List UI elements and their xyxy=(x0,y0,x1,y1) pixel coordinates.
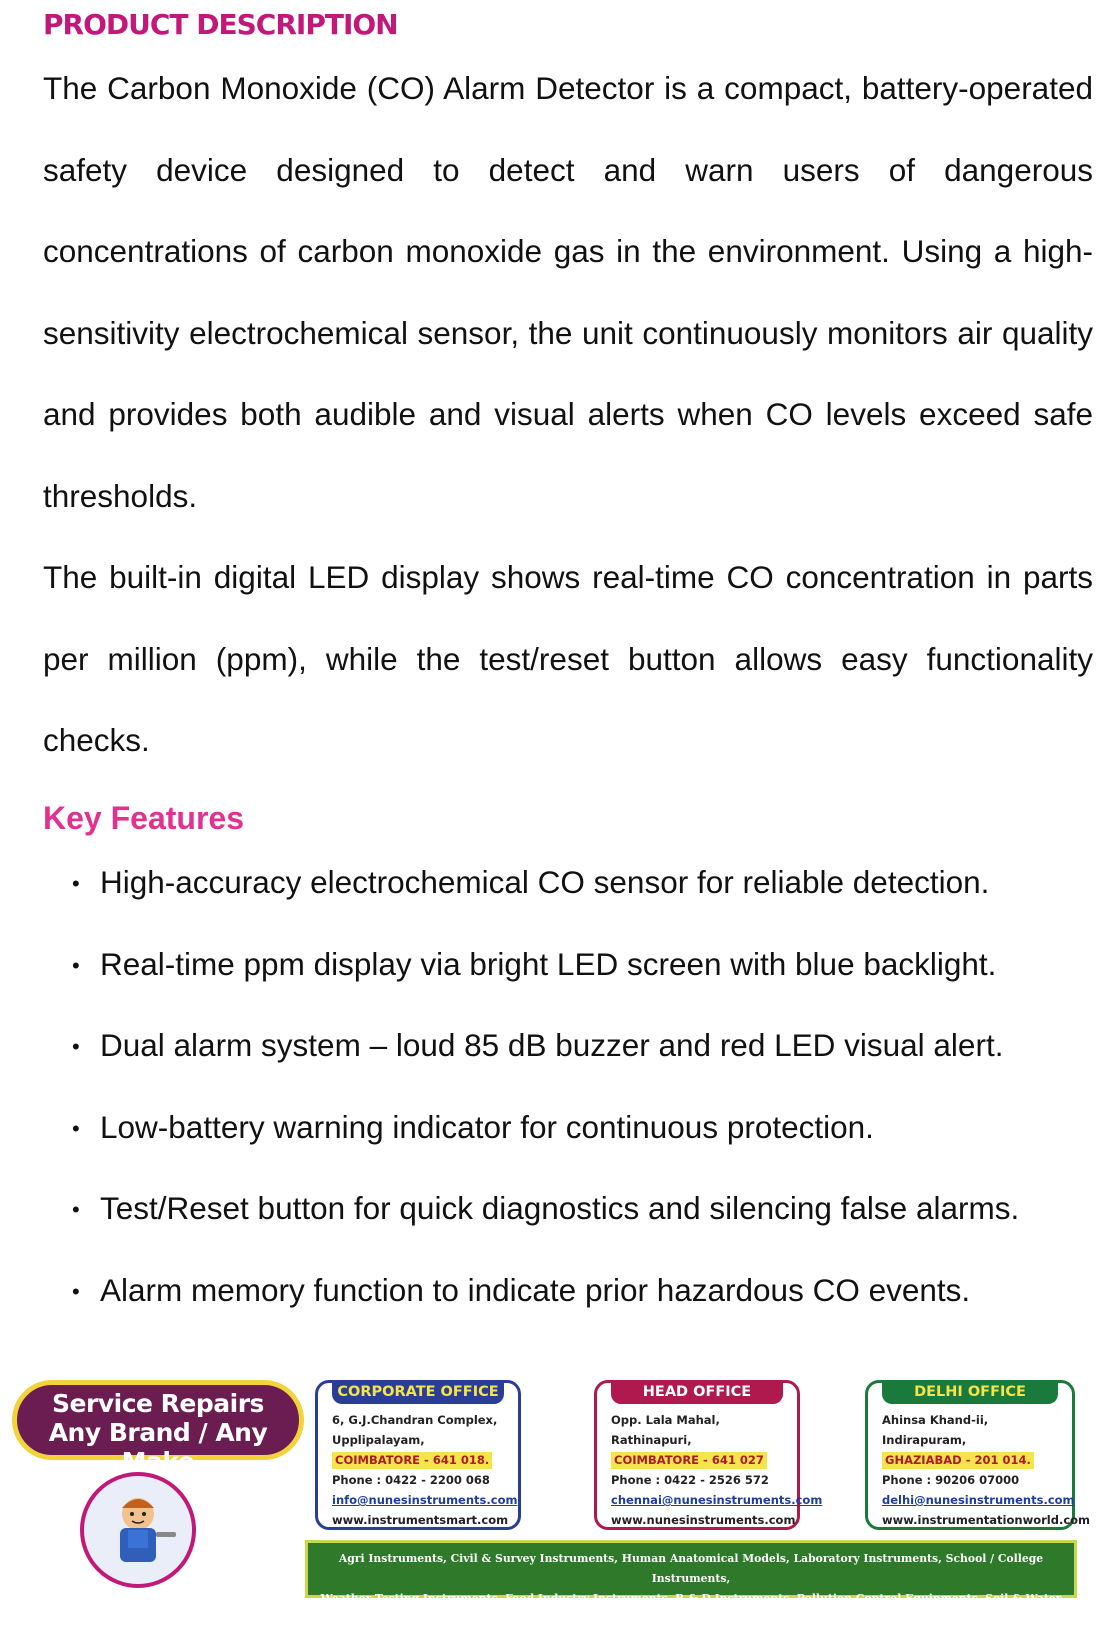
mechanic-mascot-icon xyxy=(80,1472,196,1588)
office-email-link[interactable]: chennai@nunesinstruments.com xyxy=(611,1493,823,1507)
feature-item xyxy=(72,1188,1019,1270)
office-address: 6, G.J.Chandran Complex, xyxy=(332,1413,498,1427)
key-features-title: Key Features xyxy=(43,800,244,836)
service-line-2: Any Brand / Any Make xyxy=(48,1418,268,1476)
bullet-icon: • xyxy=(72,1278,80,1304)
corporate-office-card xyxy=(315,1380,521,1530)
feature-text: High-accuracy electrochemical CO sensor for reliable detection. xyxy=(100,864,990,900)
bullet-icon: • xyxy=(72,871,80,896)
section-title: PRODUCT DESCRIPTION xyxy=(43,8,398,41)
service-repairs-banner xyxy=(12,1380,304,1476)
bullet-icon: • xyxy=(72,1115,80,1141)
office-phone: Phone : 0422 - 2526 572 xyxy=(611,1473,769,1487)
office-title: DELHI OFFICE xyxy=(882,1380,1058,1404)
service-line-1: Service Repairs xyxy=(52,1389,264,1418)
feature-text: Test/Reset button for quick diagnostics and silencing false alarms. xyxy=(100,1190,1020,1226)
feature-item xyxy=(72,1025,1019,1107)
product-categories-bar xyxy=(305,1540,1077,1625)
office-title: CORPORATE OFFICE xyxy=(332,1380,504,1404)
bullet-icon: • xyxy=(72,952,80,978)
feature-list xyxy=(72,862,1019,1351)
office-phone: Phone : 90206 07000 xyxy=(882,1473,1020,1487)
office-website-link[interactable]: www.instrumentationworld.com xyxy=(882,1513,1091,1527)
office-phone: Phone : 0422 - 2200 068 xyxy=(332,1473,490,1487)
office-city: COIMBATORE - 641 018. xyxy=(332,1452,492,1469)
delhi-office-card xyxy=(865,1380,1091,1530)
office-address: Rathinapuri, xyxy=(611,1433,692,1447)
feature-text: Real-time ppm display via bright LED screen with blue backlight. xyxy=(100,945,997,982)
office-city: COIMBATORE - 641 027 xyxy=(611,1452,767,1469)
bullet-icon: • xyxy=(72,1034,80,1059)
feature-text: Alarm memory function to indicate prior hazardous CO events. xyxy=(100,1271,971,1308)
office-address: Ahinsa Khand-ii, xyxy=(882,1413,989,1427)
bullet-icon: • xyxy=(72,1197,80,1222)
office-address: Indirapuram, xyxy=(882,1433,967,1447)
feature-text: Low-battery warning indicator for continuous protection. xyxy=(100,1108,874,1145)
description-paragraph: The built-in digital LED display shows real-time CO concentration in parts per million (ppm), while the test/reset button allows easy functionality checks. xyxy=(43,559,1093,758)
feature-item xyxy=(72,1107,1019,1189)
categories-line: Agri Instruments, Civil & Survey Instruments, Human Anatomical Models, Laboratory Instruments, School / College Instruments, xyxy=(338,1552,1044,1585)
office-email-link[interactable]: info@nunesinstruments.com xyxy=(332,1493,518,1507)
office-address: Opp. Lala Mahal, xyxy=(611,1413,720,1427)
office-city: GHAZIABAD - 201 014. xyxy=(882,1452,1034,1469)
description-paragraph: The Carbon Monoxide (CO) Alarm Detector is a compact, battery-operated safety device designed to detect and warn users of dangerous concentrations of carbon monoxide gas in the environment. Using a high-sensitivity electrochemical sensor, the unit continuously monitors air quality and provides both audible and visual alerts when CO levels exceed safe thresholds. xyxy=(43,70,1093,514)
office-email-link[interactable]: delhi@nunesinstruments.com xyxy=(882,1493,1075,1507)
feature-text: Dual alarm system – loud 85 dB buzzer and red LED visual alert. xyxy=(100,1027,1004,1063)
feature-item xyxy=(72,862,1019,944)
head-office-card xyxy=(594,1380,823,1530)
office-website-link[interactable]: www.nunesinstruments.com xyxy=(611,1513,796,1527)
office-website-link[interactable]: www.instrumentsmart.com xyxy=(332,1513,509,1527)
categories-line: Weather Testing Instruments, Food Industry Instruments, R & D Instruments, Pollution Control Equipments, Soil & Water Tester Equipments xyxy=(320,1592,1062,1625)
office-address: Upplipalayam, xyxy=(332,1433,425,1447)
feature-item xyxy=(72,944,1019,1026)
office-title: HEAD OFFICE xyxy=(611,1380,783,1404)
feature-item xyxy=(72,1270,1019,1352)
